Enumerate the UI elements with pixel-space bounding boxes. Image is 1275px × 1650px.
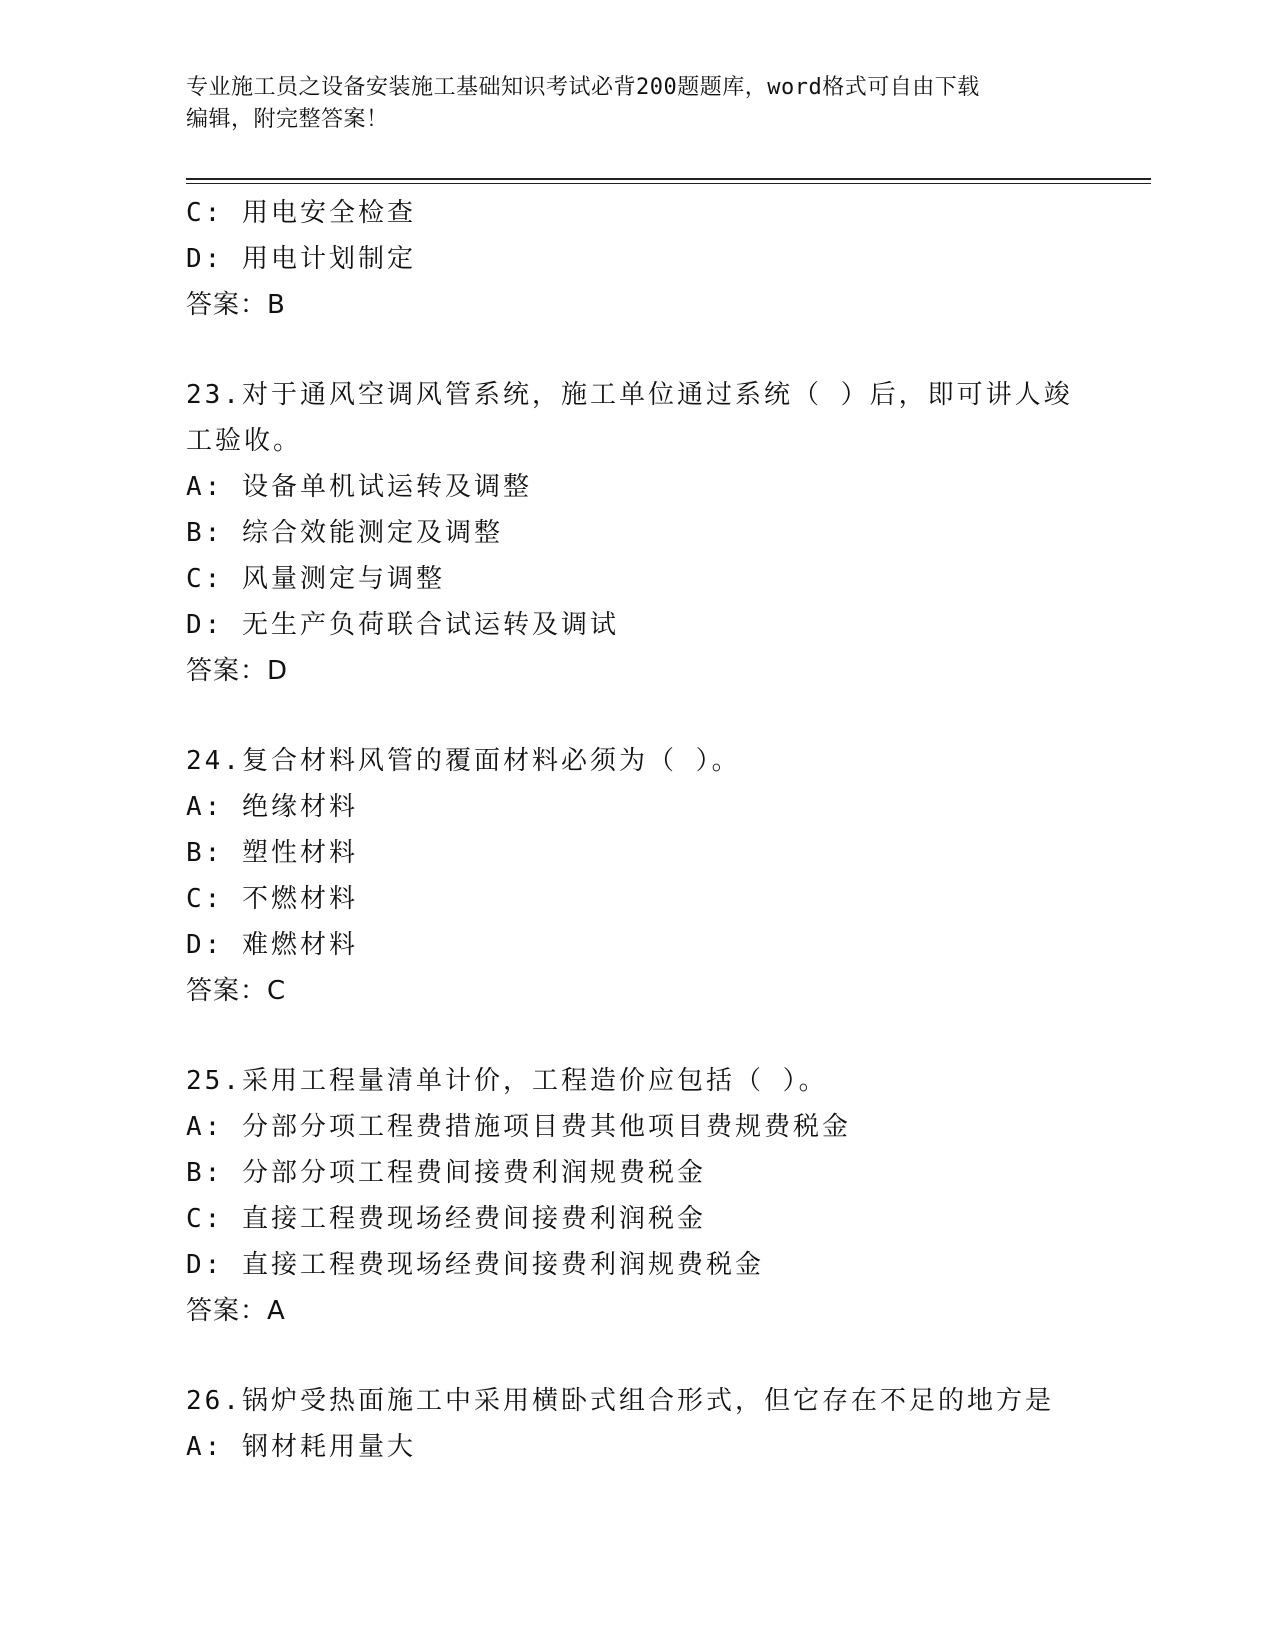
question-25 bbox=[186, 1058, 1086, 1334]
q22-option-c: C: 用电安全检查 bbox=[186, 198, 416, 228]
q22-answer: 答案：B bbox=[186, 290, 286, 320]
question-list bbox=[186, 190, 1086, 1470]
q26-stem: 26.锅炉受热面施工中采用横卧式组合形式，但它存在不足的地方是 bbox=[186, 1386, 1054, 1416]
q24-option-d: D: 难燃材料 bbox=[186, 930, 358, 960]
q24-option-c: C: 不燃材料 bbox=[186, 884, 358, 914]
q25-answer: 答案：A bbox=[186, 1296, 286, 1326]
q25-option-b: B: 分部分项工程费间接费利润规费税金 bbox=[186, 1158, 706, 1188]
spacer bbox=[186, 328, 1086, 372]
spacer bbox=[186, 1014, 1086, 1058]
q24-option-b: B: 塑性材料 bbox=[186, 838, 358, 868]
q22-option-d: D: 用电计划制定 bbox=[186, 244, 416, 274]
header-title-line-1: 专业施工员之设备安装施工基础知识考试必背200题题库，word格式可自由下载 bbox=[186, 75, 980, 100]
spacer bbox=[186, 694, 1086, 738]
q23-answer: 答案：D bbox=[186, 656, 289, 686]
q25-option-c: C: 直接工程费现场经费间接费利润税金 bbox=[186, 1204, 706, 1234]
q26-option-a: A: 钢材耗用量大 bbox=[186, 1432, 416, 1462]
q23-option-c: C: 风量测定与调整 bbox=[186, 564, 445, 594]
q24-answer: 答案：C bbox=[186, 976, 287, 1006]
question-22-tail bbox=[186, 190, 1086, 328]
header-divider-thin bbox=[186, 183, 1151, 184]
question-24 bbox=[186, 738, 1086, 1014]
document-header bbox=[186, 72, 1086, 136]
question-23 bbox=[186, 372, 1086, 694]
spacer bbox=[186, 1334, 1086, 1378]
q23-stem-line-1: 23.对于通风空调风管系统，施工单位通过系统（ ）后，即可讲人竣 bbox=[186, 380, 1073, 410]
question-26 bbox=[186, 1378, 1086, 1470]
header-divider-thick bbox=[186, 178, 1151, 180]
q25-option-a: A: 分部分项工程费措施项目费其他项目费规费税金 bbox=[186, 1112, 851, 1142]
header-title-line-2: 编辑，附完整答案！ bbox=[186, 107, 389, 132]
q23-stem-line-2: 工验收。 bbox=[186, 426, 303, 456]
q23-option-d: D: 无生产负荷联合试运转及调试 bbox=[186, 610, 619, 640]
q25-stem: 25.采用工程量清单计价，工程造价应包括（ ）。 bbox=[186, 1066, 828, 1096]
q25-option-d: D: 直接工程费现场经费间接费利润规费税金 bbox=[186, 1250, 764, 1280]
q23-option-a: A: 设备单机试运转及调整 bbox=[186, 472, 532, 502]
q24-stem: 24.复合材料风管的覆面材料必须为（ ）。 bbox=[186, 746, 741, 776]
q23-option-b: B: 综合效能测定及调整 bbox=[186, 518, 503, 548]
q24-option-a: A: 绝缘材料 bbox=[186, 792, 358, 822]
